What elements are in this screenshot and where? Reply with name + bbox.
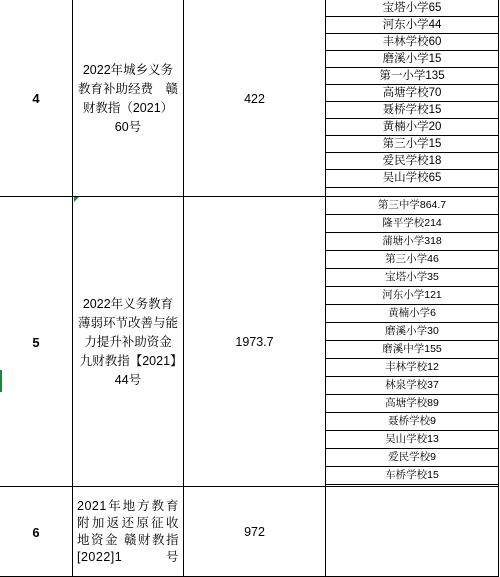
fund-name[interactable]: 2021年地方教育附加返还原征收地资金 赣财教指[2022]1号 <box>77 499 179 564</box>
grid-line <box>72 0 73 577</box>
school-item[interactable]: 磨溪中学155 <box>325 341 499 359</box>
school-list <box>325 197 499 487</box>
fund-amount[interactable]: 972 <box>244 525 265 539</box>
school-item[interactable]: 第一小学135 <box>325 68 499 85</box>
row-index[interactable]: 6 <box>32 524 40 540</box>
school-item[interactable]: 磨溪小学15 <box>325 51 499 68</box>
school-item[interactable]: 第三中学864.7 <box>325 197 499 215</box>
school-item[interactable]: 丰林学校60 <box>325 34 499 51</box>
school-item[interactable]: 爱民学校9 <box>325 449 499 467</box>
fund-name[interactable]: 2022年义务教育薄弱环节改善与能力提升补助资金 九财教指【2021】44号 <box>78 296 179 387</box>
school-item[interactable]: 吴山学校65 <box>325 170 499 188</box>
table-row <box>0 487 499 577</box>
grid-line <box>0 196 499 197</box>
school-item[interactable]: 聂桥学校9 <box>325 413 499 431</box>
grid-line <box>183 0 184 577</box>
school-item[interactable]: 黄楠小学20 <box>325 119 499 136</box>
school-item[interactable]: 磨溪小学30 <box>325 323 499 341</box>
row-index[interactable]: 5 <box>32 334 40 350</box>
school-item[interactable]: 宝塔小学35 <box>325 269 499 287</box>
school-item[interactable]: 第三小学15 <box>325 136 499 153</box>
school-item[interactable]: 黄楠小学6 <box>325 305 499 323</box>
school-list[interactable] <box>325 487 499 577</box>
school-item[interactable]: 河东小学44 <box>325 17 499 34</box>
school-item[interactable]: 爱民学校18 <box>325 153 499 170</box>
school-item[interactable]: 隆平学校214 <box>325 215 499 233</box>
grid-line <box>498 0 499 577</box>
school-item[interactable]: 高塘学校70 <box>325 85 499 102</box>
table-row <box>0 197 499 487</box>
row-index[interactable]: 4 <box>32 91 40 106</box>
fund-amount[interactable]: 422 <box>244 91 265 106</box>
cell-comment-marker <box>74 197 79 202</box>
school-item[interactable]: 宝塔小学65 <box>325 0 499 17</box>
grid-line <box>0 486 499 487</box>
grid-line <box>325 0 326 577</box>
selection-edge <box>0 370 2 392</box>
table-row <box>0 0 499 197</box>
school-item[interactable]: 车桥学校15 <box>325 467 499 485</box>
school-item[interactable]: 吴山学校13 <box>325 431 499 449</box>
fund-amount[interactable]: 1973.7 <box>235 335 274 349</box>
fund-name[interactable]: 2022年城乡义务教育补助经费 赣财教指（2021）60号 <box>78 62 179 134</box>
school-item[interactable]: 聂桥学校15 <box>325 102 499 119</box>
school-item[interactable]: 蒲塘小学318 <box>325 233 499 251</box>
school-item[interactable]: 林泉学校37 <box>325 377 499 395</box>
school-item[interactable]: 高塘学校89 <box>325 395 499 413</box>
school-list <box>325 0 499 197</box>
school-item[interactable]: 河东小学121 <box>325 287 499 305</box>
school-item[interactable]: 丰林学校12 <box>325 359 499 377</box>
school-item[interactable]: 第三小学46 <box>325 251 499 269</box>
